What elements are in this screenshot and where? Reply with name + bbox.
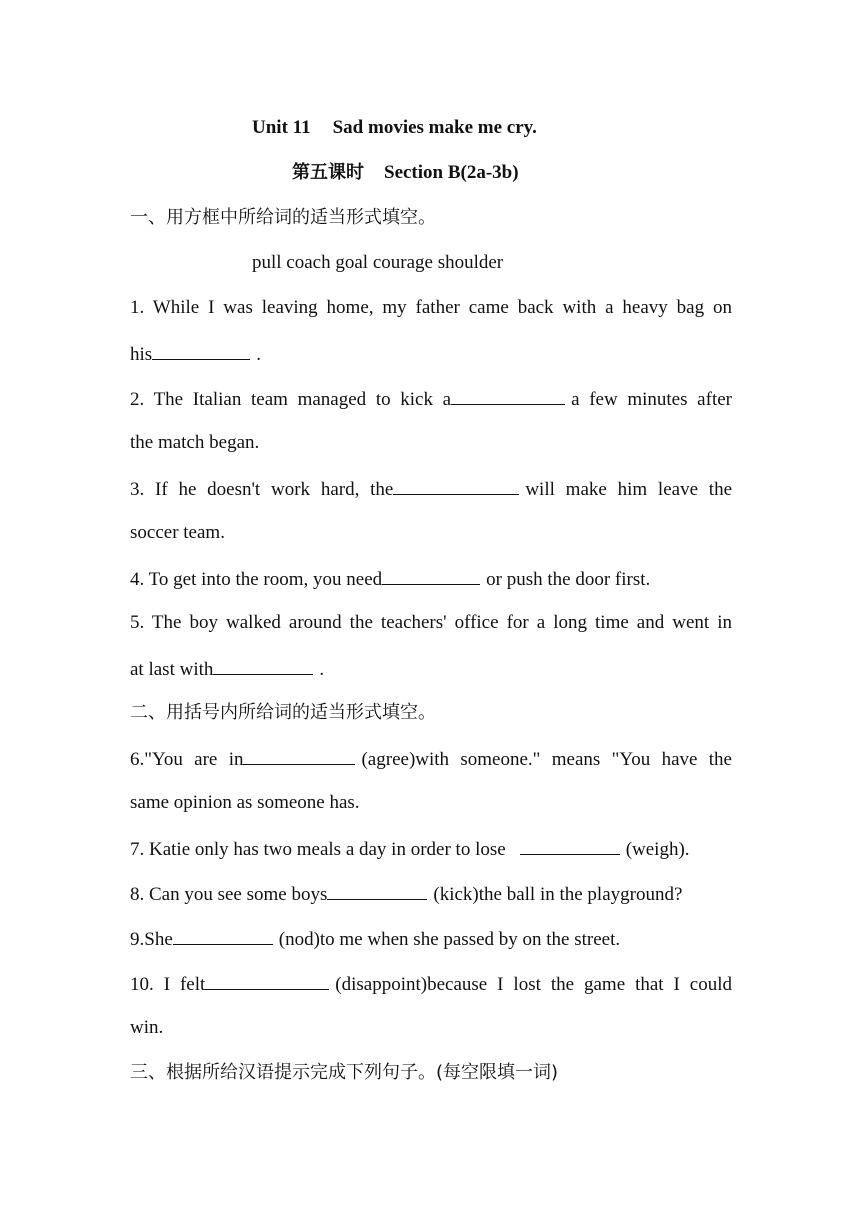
answer-blank-7[interactable]	[520, 836, 620, 855]
question-5-end: .	[319, 659, 325, 680]
word-box: pull coach goal courage shoulder	[252, 252, 504, 273]
question-1-line-2	[130, 341, 732, 367]
question-3-text: 3. If he doesn't work hard, the	[130, 479, 394, 500]
part3-heading: 三、根据所给汉语提示完成下列句子。(每空限填一词)	[130, 1062, 559, 1083]
question-1-end: .	[256, 344, 261, 365]
part1-heading: 一、用方框中所给词的适当形式填空。	[130, 207, 436, 228]
question-7-text: 7. Katie only has two meals a day in order to lose	[130, 839, 506, 860]
question-5-line-2	[130, 656, 732, 682]
question-10-text: 10. I felt	[130, 974, 206, 995]
question-10-line-2: win.	[130, 1017, 164, 1038]
answer-blank-2[interactable]	[451, 386, 565, 405]
question-2-after: a few minutes after	[571, 389, 732, 410]
question-8-line-1	[130, 881, 732, 907]
question-2-line-2: the match began.	[130, 432, 260, 453]
question-6-line-2: same opinion as someone has.	[130, 792, 360, 813]
answer-blank-3[interactable]	[393, 476, 519, 495]
question-9-line-1	[130, 926, 732, 952]
lesson-number: 第五课时	[292, 162, 364, 183]
question-5-line-1: 5. The boy walked around the teachers' office for a long time and went in	[130, 612, 732, 633]
question-2-line-1	[130, 386, 732, 412]
question-8-after: (kick)the ball in the playground?	[433, 884, 683, 905]
question-2-text: 2. The Italian team managed to kick a	[130, 389, 452, 410]
unit-title	[252, 116, 537, 140]
question-6-line-1	[130, 746, 732, 772]
answer-blank-6[interactable]	[243, 746, 355, 765]
question-7-line-1	[130, 836, 732, 862]
section-name: Section B(2a-3b)	[384, 162, 519, 183]
question-8-text: 8. Can you see some boys	[130, 884, 328, 905]
question-4-after: or push the door first.	[486, 569, 651, 590]
answer-blank-4[interactable]	[382, 566, 480, 585]
question-10-line-1	[130, 971, 732, 997]
answer-blank-9[interactable]	[173, 926, 273, 945]
unit-name: Sad movies make me cry.	[332, 117, 537, 138]
question-3-line-1	[130, 476, 732, 502]
question-7-after: (weigh).	[625, 839, 690, 860]
answer-blank-8[interactable]	[327, 881, 427, 900]
question-9-after: (nod)to me when she passed by on the street.	[278, 929, 621, 950]
lesson-title	[292, 161, 519, 185]
question-3-after: will make him leave the	[525, 479, 732, 500]
answer-blank-5[interactable]	[213, 656, 313, 675]
question-4-line-1	[130, 566, 732, 592]
question-5-text: at last with	[130, 659, 214, 680]
unit-number: Unit 11	[252, 117, 311, 138]
answer-blank-10[interactable]	[205, 971, 329, 990]
question-1-line-1: 1. While I was leaving home, my father came back with a heavy bag on	[130, 297, 732, 318]
part2-heading: 二、用括号内所给词的适当形式填空。	[130, 702, 436, 723]
answer-blank-1[interactable]	[152, 341, 250, 360]
question-4-text: 4. To get into the room, you need	[130, 569, 383, 590]
question-3-line-2: soccer team.	[130, 522, 225, 543]
question-6-after: (agree)with someone." means "You have the	[361, 749, 732, 770]
question-6-text: 6."You are in	[130, 749, 244, 770]
question-9-text: 9.She	[130, 929, 173, 950]
question-1-text: his	[130, 344, 153, 365]
question-10-after: (disappoint)because I lost the game that I could	[335, 974, 732, 995]
